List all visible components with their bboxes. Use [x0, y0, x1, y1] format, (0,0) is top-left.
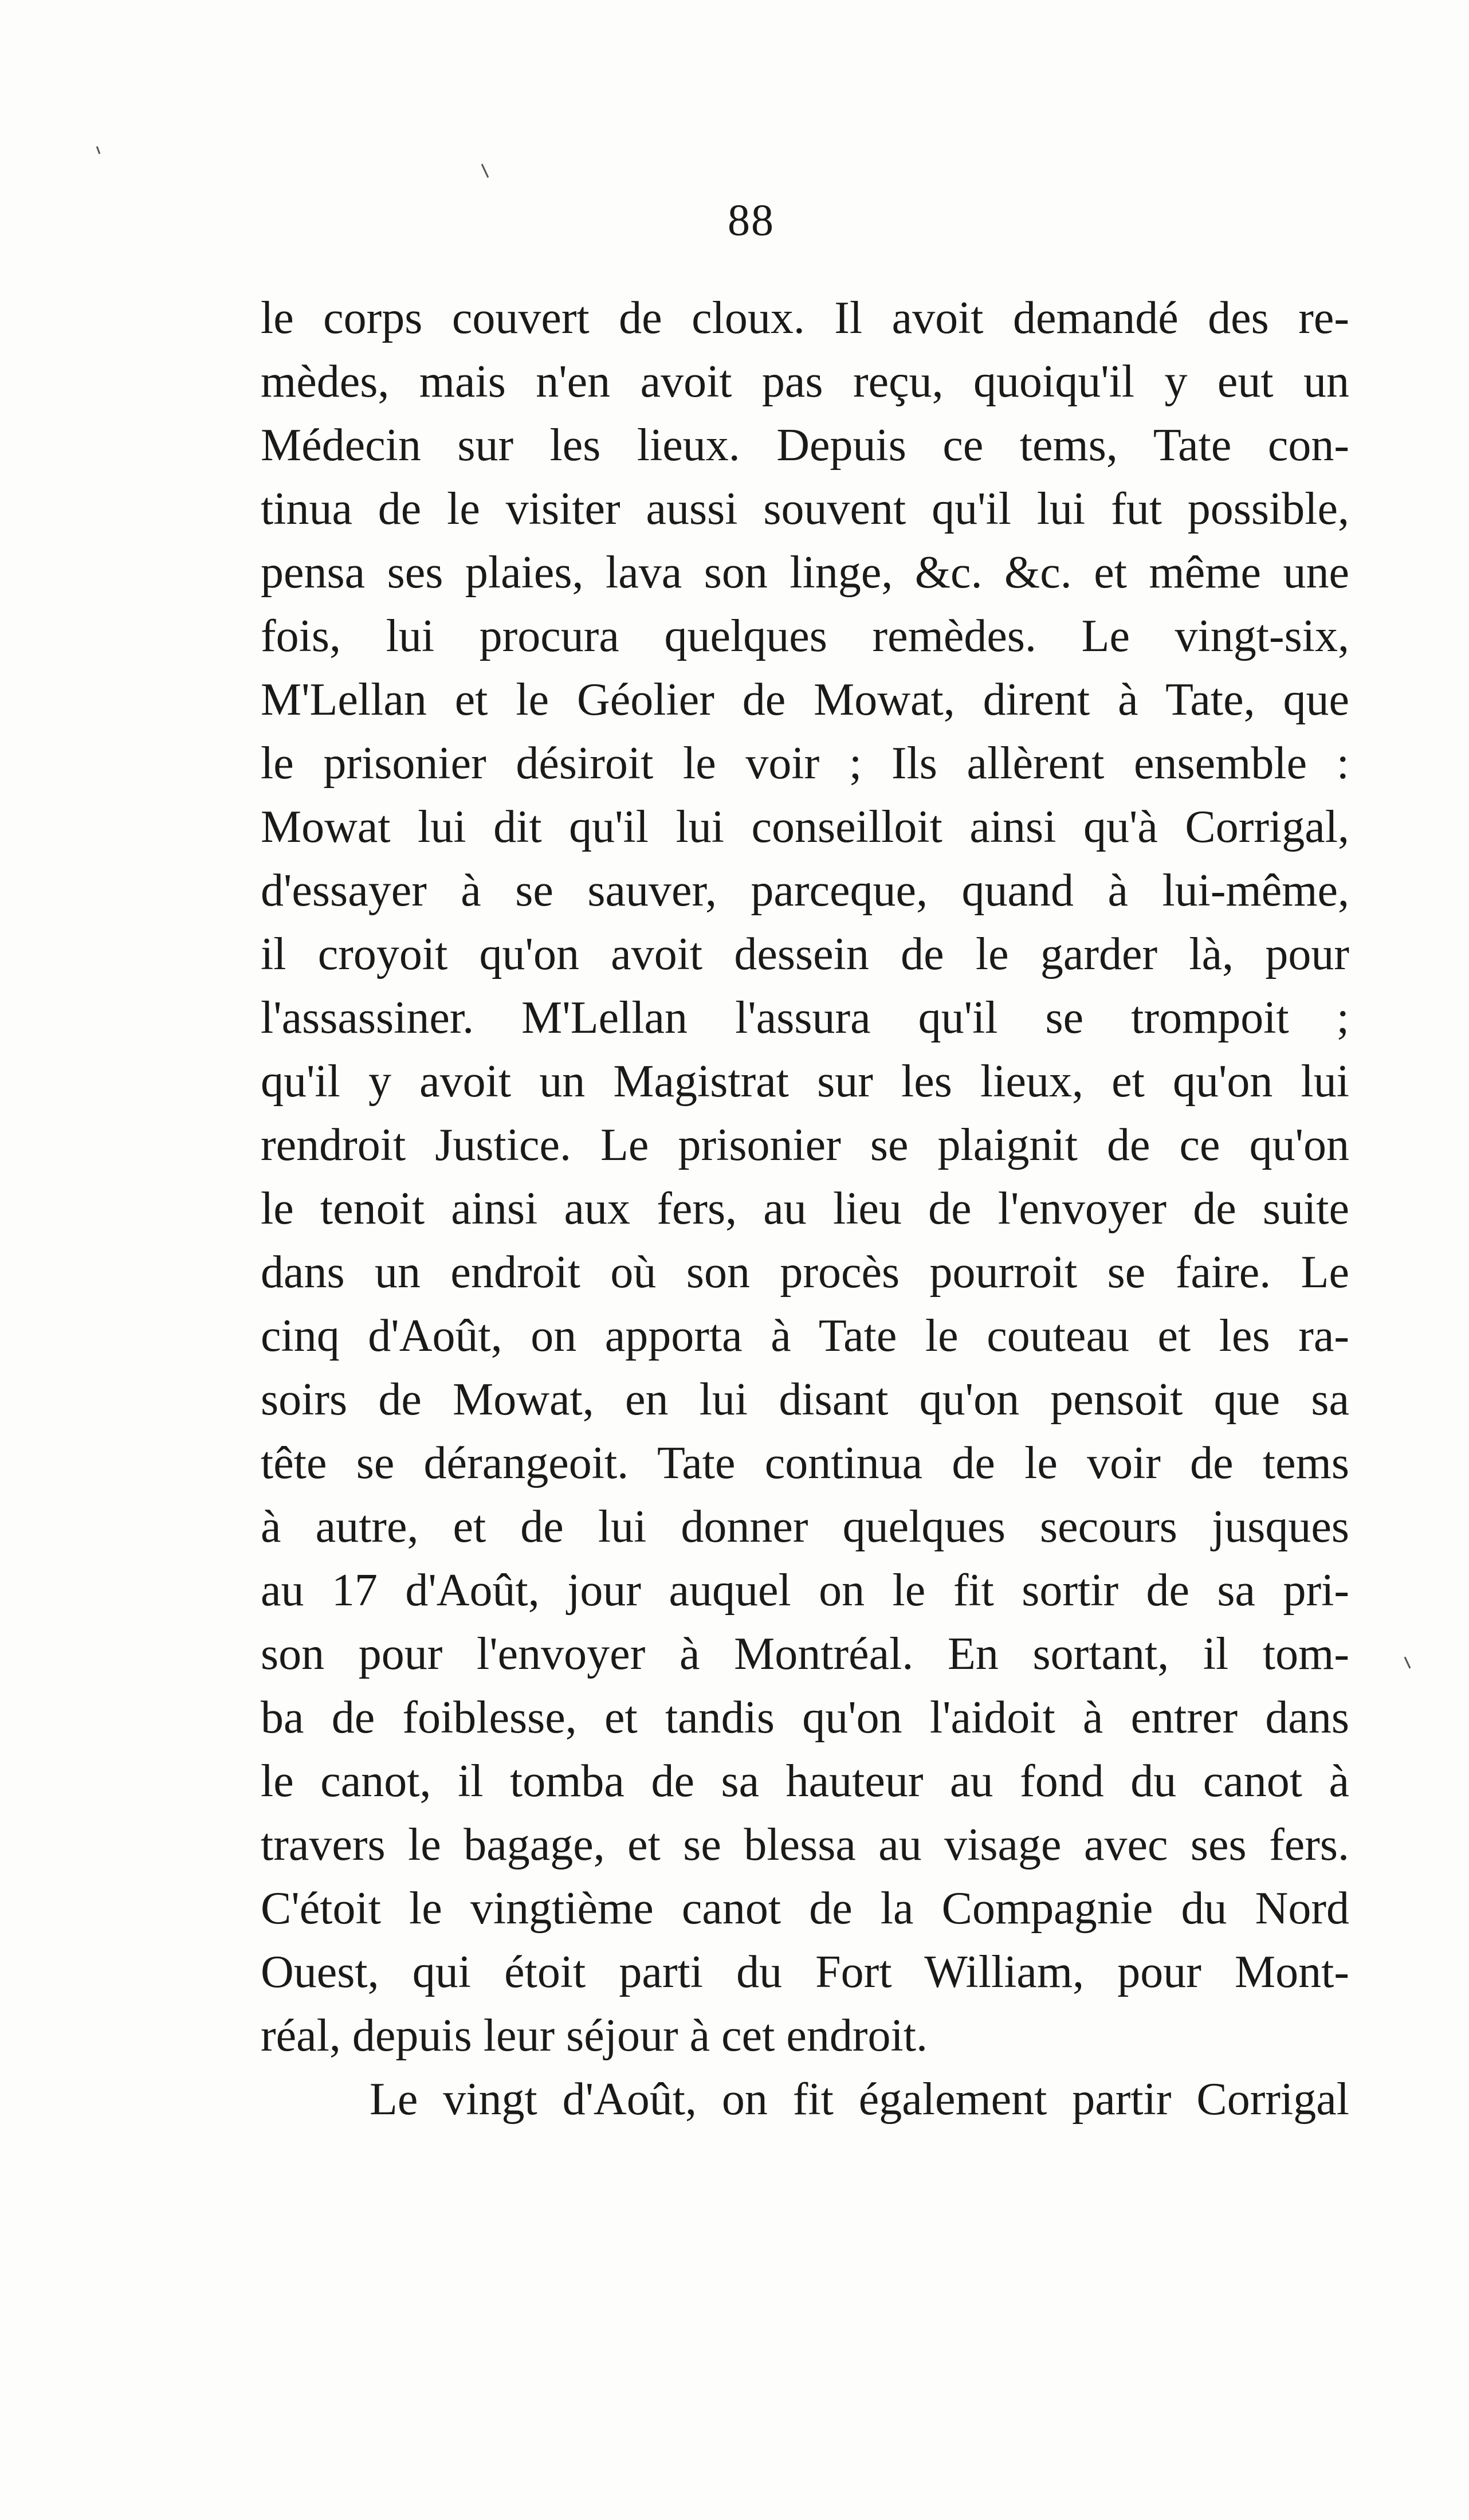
text-line: tinua de le visiter aussi souvent qu'il lui fut possible,	[261, 484, 1349, 534]
scan-speck	[481, 164, 489, 178]
page-number: 88	[728, 195, 775, 245]
text-line: M'Lellan et le Géolier de Mowat, dirent à Tate, que	[261, 675, 1349, 725]
text-line: le corps couvert de cloux. Il avoit demandé des re-	[261, 293, 1349, 343]
text-line: dans un endroit où son procès pourroit se faire. Le	[261, 1247, 1349, 1298]
text-line: ba de foiblesse, et tandis qu'on l'aidoit à entrer dans	[261, 1692, 1349, 1743]
text-line: le canot, il tomba de sa hauteur au fond du canot à	[261, 1756, 1349, 1806]
text-line: cinq d'Août, on apporta à Tate le couteau et les ra-	[261, 1311, 1349, 1361]
text-line: l'assassiner. M'Lellan l'assura qu'il se trompoit ;	[261, 993, 1349, 1043]
paragraph-end-line: réal, depuis leur séjour à cet endroit.	[261, 2010, 928, 2061]
text-line: soirs de Mowat, en lui disant qu'on pensoit que sa	[261, 1374, 1349, 1425]
text-line: Ouest, qui étoit parti du Fort William, pour Mont-	[261, 1947, 1349, 1997]
text-line: Mowat lui dit qu'il lui conseilloit ainsi qu'à Corrigal,	[261, 802, 1349, 852]
text-line: travers le bagage, et se blessa au visage avec ses fers.	[261, 1820, 1349, 1870]
text-line: Médecin sur les lieux. Depuis ce tems, Tate con-	[261, 420, 1349, 471]
text-line: mèdes, mais n'en avoit pas reçu, quoiqu'il y eut un	[261, 356, 1349, 407]
text-line: il croyoit qu'on avoit dessein de le garder là, pour	[261, 929, 1349, 979]
paragraph-start-line: Le vingt d'Août, on fit également partir Corrigal	[370, 2074, 1349, 2125]
text-line: qu'il y avoit un Magistrat sur les lieux, et qu'on lui	[261, 1056, 1349, 1107]
text-line: à autre, et de lui donner quelques secours jusques	[261, 1502, 1349, 1552]
scan-speck	[96, 146, 101, 154]
text-line: le tenoit ainsi aux fers, au lieu de l'envoyer de suite	[261, 1183, 1349, 1234]
text-line: tête se dérangeoit. Tate continua de le voir de tems	[261, 1438, 1349, 1488]
text-line: au 17 d'Août, jour auquel on le fit sortir de sa pri-	[261, 1565, 1349, 1616]
text-line: son pour l'envoyer à Montréal. En sortant, il tom-	[261, 1629, 1349, 1679]
text-line: le prisonier désiroit le voir ; Ils allèrent ensemble :	[261, 738, 1349, 789]
text-line: pensa ses plaies, lava son linge, &c. &c. et même une	[261, 547, 1349, 598]
body-text	[261, 287, 1349, 2131]
text-line: rendroit Justice. Le prisonier se plaignit de ce qu'on	[261, 1120, 1349, 1170]
text-line: C'étoit le vingtième canot de la Compagnie du Nord	[261, 1883, 1349, 1934]
scan-speck	[1404, 1656, 1411, 1668]
text-line: fois, lui procura quelques remèdes. Le vingt-six,	[261, 611, 1349, 661]
text-line: d'essayer à se sauver, parceque, quand à lui-même,	[261, 865, 1349, 916]
